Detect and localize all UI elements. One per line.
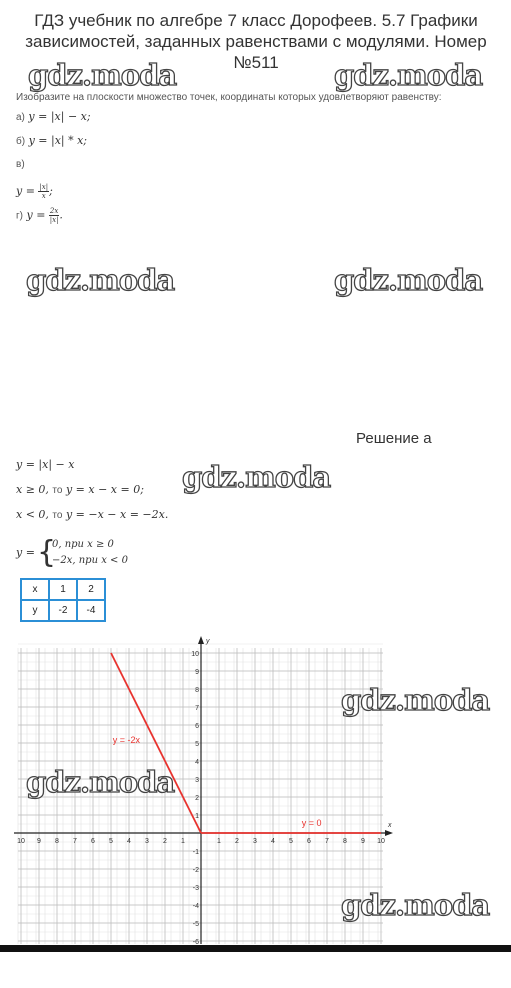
x-tick-label: 7 xyxy=(73,838,77,845)
watermark: gdz.moda xyxy=(341,888,490,922)
x-tick-label: 9 xyxy=(37,838,41,845)
x-tick-label: 2 xyxy=(163,838,167,845)
y-tick-label: 2 xyxy=(195,795,199,802)
task-item-c-label: в) xyxy=(16,159,25,170)
table-cell: -2 xyxy=(49,600,77,621)
task-prompt: Изобразите на плоскости множество точек, координаты которых удовлетворяют равенству: xyxy=(16,92,442,103)
y-tick-label: 7 xyxy=(195,705,199,712)
system-case-2: −2x, при x < 0 xyxy=(52,555,128,566)
x-tick-label: 4 xyxy=(127,838,131,845)
y-tick-label: 1 xyxy=(195,813,199,820)
table-cell: 2 xyxy=(77,579,105,600)
table-cell: -4 xyxy=(77,600,105,621)
table-cell: x xyxy=(21,579,49,600)
y-tick-label: 6 xyxy=(195,723,199,730)
solution-system-lhs: y = xyxy=(16,546,35,559)
y-axis-label: y xyxy=(206,638,210,645)
x-tick-label: 1 xyxy=(181,838,185,845)
y-tick-label: 10 xyxy=(191,651,199,658)
x-tick-label: 3 xyxy=(145,838,149,845)
y-tick-label: 8 xyxy=(195,687,199,694)
watermark: gdz.moda xyxy=(26,263,175,297)
y-tick-label: 3 xyxy=(195,777,199,784)
series-label: y = -2x xyxy=(112,735,141,745)
y-tick-label: -4 xyxy=(192,903,199,910)
x-axis-arrow xyxy=(385,830,393,836)
watermark: gdz.moda xyxy=(341,683,490,717)
x-tick-label: 6 xyxy=(307,838,311,845)
y-tick-label: -1 xyxy=(192,849,199,856)
x-tick-label: 2 xyxy=(235,838,239,845)
watermark: gdz.moda xyxy=(334,263,483,297)
x-tick-label: 3 xyxy=(253,838,257,845)
solution-line-3: x < 0, то y = −x − x = −2x. xyxy=(16,508,169,521)
x-tick-label: 10 xyxy=(377,838,385,845)
y-tick-label: -3 xyxy=(192,885,199,892)
system-case-1: 0, при x ≥ 0 xyxy=(52,539,114,550)
watermark: gdz.moda xyxy=(28,58,177,92)
fraction: $\frac{2x}{|x|}$ xyxy=(49,207,59,224)
x-tick-label: 8 xyxy=(55,838,59,845)
y-tick-label: -6 xyxy=(192,939,199,945)
x-axis-label: x xyxy=(388,822,392,829)
x-tick-label: 5 xyxy=(109,838,113,845)
solution-title: Решение а xyxy=(356,430,432,447)
solution-line-1: y = |x| − x xyxy=(16,458,75,471)
x-tick-label: 10 xyxy=(17,838,25,845)
solution-line-2: x ≥ 0, то y = x − x = 0; xyxy=(16,483,144,496)
x-tick-label: 9 xyxy=(361,838,365,845)
y-tick-label: 4 xyxy=(195,759,199,766)
x-tick-label: 8 xyxy=(343,838,347,845)
value-table xyxy=(20,578,106,622)
watermark: gdz.moda xyxy=(26,765,175,799)
y-tick-label: -2 xyxy=(192,867,199,874)
table-cell: 1 xyxy=(49,579,77,600)
y-tick-label: 5 xyxy=(195,741,199,748)
x-tick-label: 5 xyxy=(289,838,293,845)
table-row xyxy=(21,600,105,621)
watermark: gdz.moda xyxy=(182,460,331,494)
x-tick-label: 6 xyxy=(91,838,95,845)
system-brace: { xyxy=(37,535,57,570)
table-cell: y xyxy=(21,600,49,621)
table-row xyxy=(21,579,105,600)
page-title: ГДЗ учебник по алгебре 7 класс Дорофеев. 5.7 Графики зависимостей, заданных равенствами с модулями. Номер №511 xyxy=(25,11,487,72)
y-tick-label: 9 xyxy=(195,669,199,676)
task-item-c-expr: y = $\frac{|x|}{x}$ ; xyxy=(16,183,53,200)
fraction: $\frac{|x|}{x}$ xyxy=(39,183,49,200)
y-tick-label: -5 xyxy=(192,921,199,928)
watermark: gdz.moda xyxy=(334,58,483,92)
x-tick-label: 4 xyxy=(271,838,275,845)
series-label: y = 0 xyxy=(301,817,322,828)
task-item-d: г) y = $\frac{2x}{|x|}$ . xyxy=(16,207,63,224)
x-tick-label: 7 xyxy=(325,838,329,845)
footer-bar xyxy=(0,945,511,952)
task-item-b: б) y = |x| * x; xyxy=(16,134,88,147)
x-tick-label: 1 xyxy=(217,838,221,845)
y-axis-arrow xyxy=(198,636,204,644)
task-item-a: а) y = |x| − x; xyxy=(16,110,91,123)
